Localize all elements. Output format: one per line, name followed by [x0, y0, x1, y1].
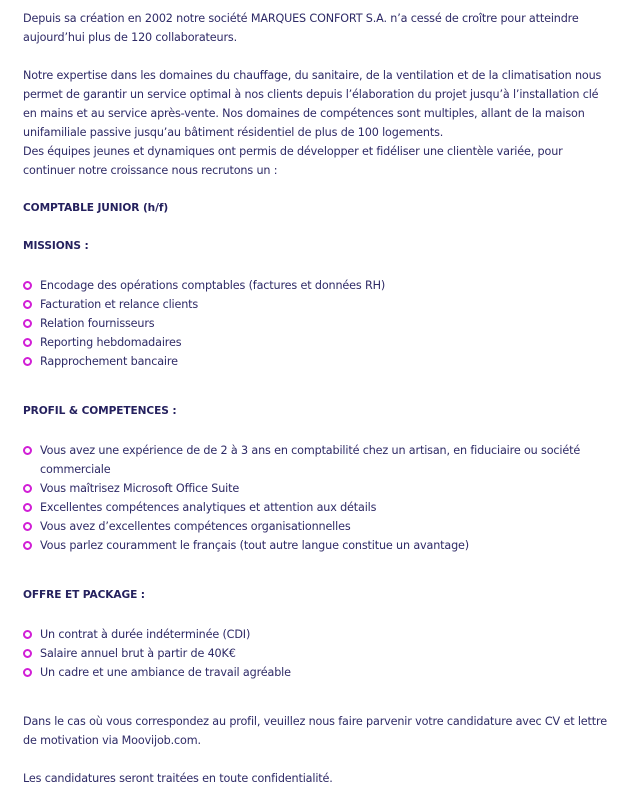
list-item-text: Vous maîtrisez Microsoft Office Suite [40, 482, 240, 495]
list-item [23, 314, 607, 333]
list-item [23, 441, 607, 479]
bullet-ring-icon [23, 522, 32, 531]
offer-list [23, 625, 607, 682]
bullet-ring-icon [23, 649, 32, 658]
list-item-text: Rapprochement bancaire [40, 355, 178, 368]
spacer [23, 218, 607, 237]
list-item-text: Un cadre et une ambiance de travail agréable [40, 666, 291, 679]
intro-paragraph-1: Depuis sa création en 2002 notre société MARQUES CONFORT S.A. n’a cessé de croître pour atteindre aujourd’hui plus de 120 collaborateurs. [23, 12, 579, 44]
bullet-ring-icon [23, 338, 32, 347]
list-item-text: Facturation et relance clients [40, 298, 199, 311]
profile-heading: PROFIL & COMPETENCES : [23, 405, 177, 417]
spacer [23, 421, 607, 441]
list-item [23, 498, 607, 517]
spacer [23, 47, 607, 66]
list-item [23, 536, 607, 555]
bullet-ring-icon [23, 630, 32, 639]
spacer [23, 371, 607, 402]
spacer [23, 682, 607, 712]
bullet-ring-icon [23, 484, 32, 493]
list-item [23, 479, 607, 498]
spacer [23, 256, 607, 276]
spacer [23, 180, 607, 199]
bullet-ring-icon [23, 503, 32, 512]
profile-list [23, 441, 607, 555]
list-item [23, 517, 607, 536]
spacer [23, 555, 607, 586]
list-item-text: Vous parlez couramment le français (tout autre langue constitue un avantage) [40, 539, 469, 552]
list-item-text: Encodage des opérations comptables (factures et données RH) [40, 279, 386, 292]
list-item [23, 625, 607, 644]
missions-heading: MISSIONS : [23, 240, 89, 252]
list-item-text: Relation fournisseurs [40, 317, 155, 330]
offer-heading: OFFRE ET PACKAGE : [23, 589, 145, 601]
list-item-text: Vous avez d’excellentes compétences organisationnelles [40, 520, 351, 533]
bullet-ring-icon [23, 300, 32, 309]
list-item-text: Reporting hebdomadaires [40, 336, 182, 349]
missions-list [23, 276, 607, 371]
intro-paragraph-2: Notre expertise dans les domaines du chauffage, du sanitaire, de la ventilation et de la climatisation nous permet de garantir un service optimal à nos clients depuis l’élaboration du projet jusqu’à l’installation clé en mains et au service après-vente. Nos domaines de compétences sont multiples, allant de la maison unifamiliale passive jusqu’au bâtiment résidentiel de plus de 100 logements. [23, 69, 602, 139]
list-item [23, 663, 607, 682]
bullet-ring-icon [23, 446, 32, 455]
list-item [23, 295, 607, 314]
list-item-text: Excellentes compétences analytiques et attention aux détails [40, 501, 377, 514]
intro-paragraph-3: Des équipes jeunes et dynamiques ont permis de développer et fidéliser une clientèle variée, pour continuer notre croissance nous recrutons un : [23, 145, 563, 177]
list-item-text: Salaire annuel brut à partir de 40K€ [40, 647, 236, 660]
bullet-ring-icon [23, 319, 32, 328]
list-item-text: Un contrat à durée indéterminée (CDI) [40, 628, 251, 641]
spacer [23, 750, 607, 769]
list-item [23, 276, 607, 295]
bullet-ring-icon [23, 357, 32, 366]
job-title: COMPTABLE JUNIOR (h/f) [23, 202, 169, 214]
confidentiality-note: Les candidatures seront traitées en toute confidentialité. [23, 772, 333, 785]
bullet-ring-icon [23, 541, 32, 550]
list-item [23, 352, 607, 371]
apply-paragraph: Dans le cas où vous correspondez au profil, veuillez nous faire parvenir votre candidature avec CV et lettre de motivation via Moovijob.com. [23, 715, 607, 747]
bullet-ring-icon [23, 668, 32, 677]
spacer [23, 605, 607, 625]
list-item [23, 644, 607, 663]
bullet-ring-icon [23, 281, 32, 290]
list-item [23, 333, 607, 352]
list-item-text: Vous avez une expérience de de 2 à 3 ans en comptabilité chez un artisan, en fiduciaire ou société commerciale [40, 444, 581, 476]
